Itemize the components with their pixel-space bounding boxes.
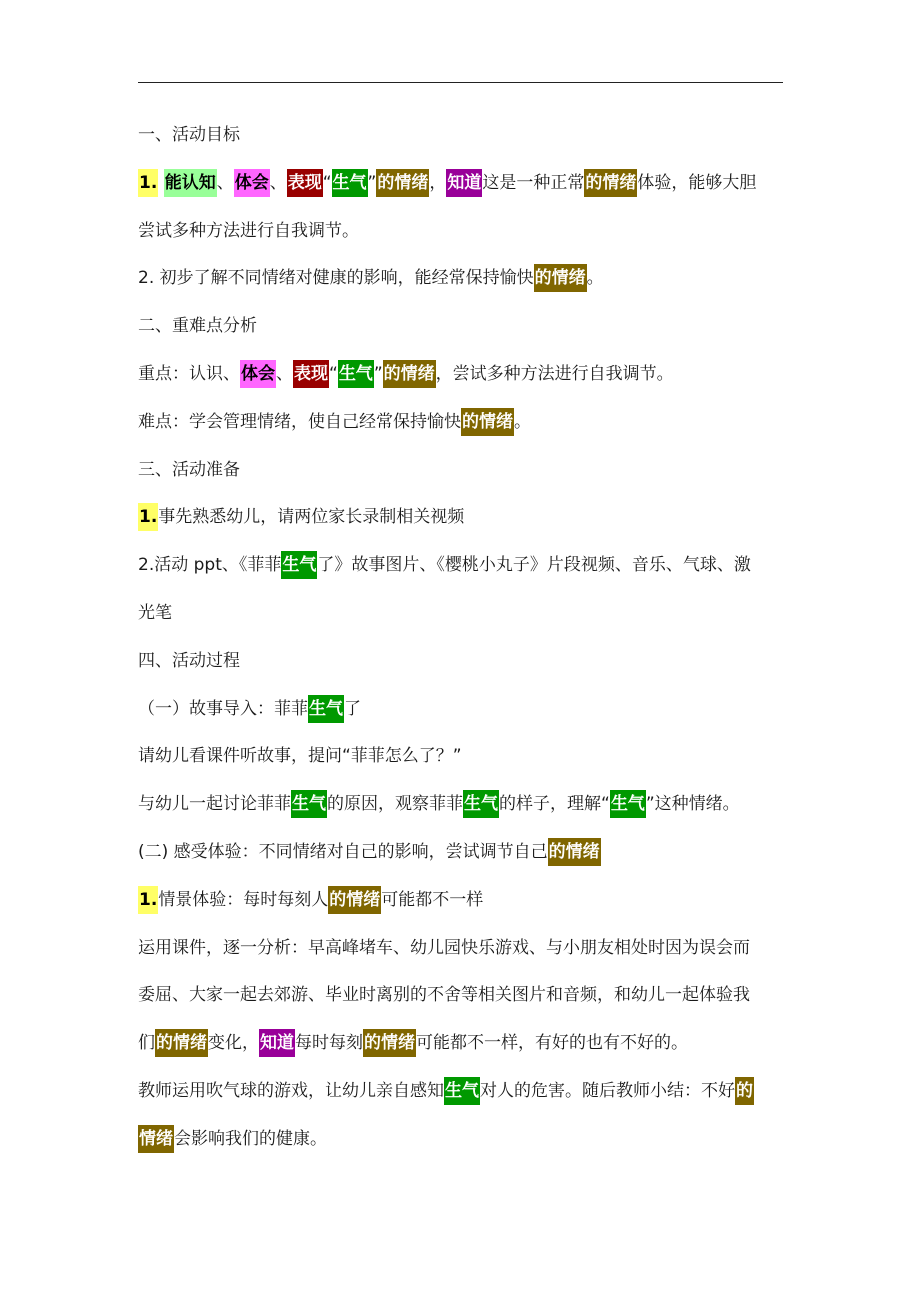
- paragraph-line: [138, 303, 786, 351]
- paragraph-line: [138, 542, 786, 590]
- paragraph-line: [138, 925, 786, 973]
- text-run: 2.活动 ppt、《菲菲: [138, 555, 282, 576]
- highlighted-term: 生气: [610, 790, 646, 818]
- text-run: 变化，: [208, 1033, 259, 1054]
- highlighted-term: 生气: [338, 360, 374, 388]
- text-run: 四、活动过程: [138, 650, 240, 671]
- text-run: 请幼儿看课件听故事，提问“菲菲怎么了？”: [138, 746, 462, 767]
- text-run: 了: [344, 698, 361, 719]
- text-run: 。: [586, 268, 604, 289]
- paragraph-line: [138, 447, 786, 495]
- text-run: 与幼儿一起讨论菲菲: [138, 794, 291, 815]
- paragraph-line: [138, 972, 786, 1020]
- highlighted-term: 生气: [308, 695, 344, 723]
- text-run: 情景体验：每时每刻人: [158, 889, 329, 910]
- highlighted-term: 的情绪: [584, 169, 637, 197]
- text-run: 一、活动目标: [138, 125, 240, 145]
- highlighted-term: 1.: [138, 169, 158, 197]
- text-run: [158, 173, 163, 193]
- text-run: ，尝试多种方法进行自我调节。: [435, 363, 674, 384]
- highlighted-term: 的情绪: [548, 838, 601, 866]
- highlighted-term: 1.: [138, 503, 158, 531]
- paragraph-line: [138, 877, 786, 925]
- text-run: 、: [216, 172, 234, 193]
- highlighted-term: 体会: [240, 360, 276, 388]
- highlighted-term: 体会: [234, 169, 270, 197]
- highlighted-term: 能认知: [164, 169, 217, 197]
- text-run: 教师运用吹气球的游戏，让幼儿亲自感知: [138, 1080, 444, 1101]
- text-run: 2. 初步了解不同情绪对健康的影响，能经常保持愉快: [138, 268, 534, 289]
- text-run: 们: [138, 1033, 155, 1054]
- text-run: 、: [276, 363, 293, 384]
- text-run: (二) 感受体验：不同情绪对自己的影响，尝试调节自己: [138, 841, 548, 862]
- highlighted-term: 生气: [444, 1077, 480, 1105]
- paragraph-line: [138, 1116, 786, 1164]
- paragraph-line: [138, 208, 786, 256]
- text-run: 可能都不一样: [381, 889, 484, 910]
- highlighted-term: 的情绪: [376, 169, 429, 197]
- highlighted-term: 情绪: [138, 1125, 174, 1153]
- highlighted-term: 的: [735, 1077, 754, 1105]
- text-run: （一）故事导入：菲菲: [138, 698, 308, 719]
- highlighted-term: 的情绪: [534, 264, 587, 292]
- highlighted-term: 1.: [138, 886, 158, 914]
- highlighted-term: 的情绪: [363, 1029, 416, 1057]
- text-run: 会影响我们的健康。: [174, 1128, 327, 1149]
- text-run: 二、重难点分析: [138, 316, 257, 337]
- text-run: 重点：认识、: [138, 363, 240, 384]
- highlighted-term: 生气: [291, 790, 327, 818]
- paragraph-line: [138, 112, 786, 160]
- paragraph-line: [138, 1068, 786, 1116]
- highlighted-term: 生气: [463, 790, 499, 818]
- text-run: 这是一种正常: [482, 172, 585, 193]
- paragraph-line: [138, 638, 786, 686]
- text-run: ”: [373, 363, 383, 384]
- text-run: 、: [269, 172, 287, 193]
- paragraph-line: [138, 494, 786, 542]
- highlighted-term: 知道: [259, 1029, 295, 1057]
- paragraph-line: [138, 590, 786, 638]
- paragraph-line: [138, 399, 786, 447]
- paragraph-line: [138, 1020, 786, 1068]
- paragraph-line: [138, 255, 786, 303]
- highlighted-term: 知道: [446, 169, 482, 197]
- text-run: 光笔: [138, 602, 172, 623]
- text-run: 事先熟悉幼儿，请两位家长录制相关视频: [158, 507, 465, 528]
- text-run: 三、活动准备: [138, 459, 240, 480]
- highlighted-term: 的情绪: [328, 886, 381, 914]
- paragraph-line: [138, 781, 786, 829]
- text-run: 委屈、大家一起去郊游、毕业时离别的不舍等相关图片和音频，和幼儿一起体验我: [138, 985, 750, 1006]
- paragraph-line: [138, 733, 786, 781]
- text-run: ”这种情绪。: [645, 794, 740, 815]
- text-run: 运用课件，逐一分析：早高峰堵车、幼儿园快乐游戏、与小朋友相处时因为误会而: [138, 937, 750, 958]
- paragraph-line: [138, 160, 786, 208]
- highlighted-term: 的情绪: [383, 360, 436, 388]
- highlighted-term: 生气: [332, 169, 368, 197]
- text-run: 对人的危害。随后教师小结：不好: [480, 1080, 735, 1101]
- text-run: 。: [514, 411, 531, 432]
- highlighted-term: 的情绪: [461, 408, 514, 436]
- text-run: ”: [367, 172, 377, 193]
- text-run: 体验，能够大胆: [637, 172, 757, 193]
- text-run: 了》故事图片、《樱桃小丸子》片段视频、音乐、气球、激: [317, 555, 751, 576]
- paragraph-line: [138, 686, 786, 734]
- text-run: 的样子，理解“: [499, 794, 610, 815]
- text-run: 每时每刻: [295, 1033, 363, 1054]
- document-body: [138, 112, 786, 1164]
- text-run: 可能都不一样，有好的也有不好的。: [416, 1033, 688, 1054]
- text-run: 尝试多种方法进行自我调节。: [138, 220, 359, 241]
- highlighted-term: 表现: [287, 169, 323, 197]
- highlighted-term: 生气: [281, 551, 317, 579]
- highlighted-term: 表现: [293, 360, 329, 388]
- text-run: 的原因，观察菲菲: [327, 794, 463, 815]
- text-run: “: [322, 172, 332, 193]
- paragraph-line: [138, 351, 786, 399]
- text-run: “: [329, 363, 338, 384]
- paragraph-line: [138, 829, 786, 877]
- text-run: ，: [429, 172, 447, 193]
- highlighted-term: 的情绪: [155, 1029, 208, 1057]
- header-rule: [138, 82, 783, 83]
- text-run: 难点：学会管理情绪，使自己经常保持愉快: [138, 411, 461, 432]
